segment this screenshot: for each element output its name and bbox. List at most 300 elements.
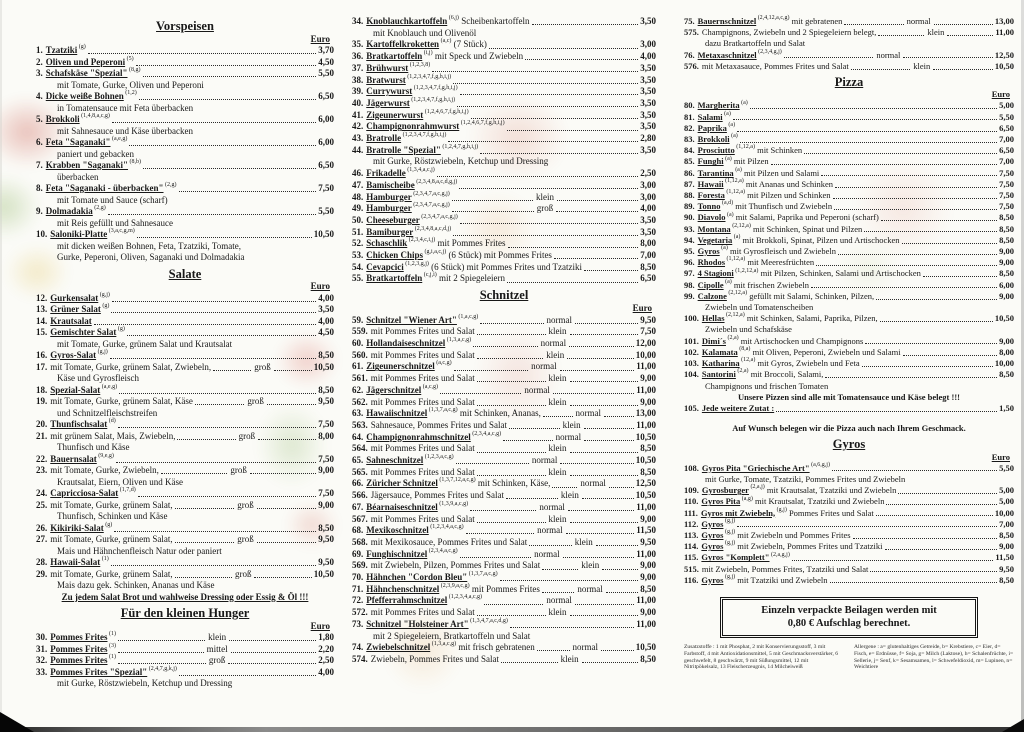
dotted-leader [452, 200, 533, 201]
item-price: 11,00 [636, 595, 656, 606]
item-price: 7,00 [999, 134, 1014, 145]
dotted-leader [440, 393, 521, 394]
size-label: normal [546, 595, 572, 606]
item-number: 97. [684, 268, 695, 279]
item-number: 66. [352, 478, 364, 489]
allergen-codes: (g) [116, 326, 125, 332]
menu-desc-row [36, 442, 334, 454]
item-description: Mais dazu gek. Schinken, Ananas und Käse [57, 580, 215, 590]
item-name: Schnitzel "Wiener Art" [366, 314, 457, 325]
dotted-leader [584, 428, 635, 429]
item-text [684, 145, 802, 156]
item-text [36, 183, 177, 195]
item-price: 8,50 [999, 529, 1014, 540]
item-price: 5,00 [999, 100, 1014, 111]
dotted-leader [138, 496, 317, 497]
item-price: 7,00 [999, 156, 1014, 167]
item-text [684, 403, 774, 414]
menu-item-row [36, 569, 334, 581]
item-name: Hawaii-Salat [50, 557, 101, 567]
item-description: mit 2 Spiegeleiern [436, 273, 505, 284]
dotted-leader [231, 652, 317, 653]
item-price: 11,00 [636, 501, 656, 512]
item-text [684, 291, 874, 302]
item-price: 11,50 [636, 525, 656, 536]
menu-item-row [352, 514, 656, 526]
item-price: 9,50 [318, 396, 335, 406]
menu-item-row [36, 385, 334, 397]
item-price: 5,50 [318, 206, 334, 216]
allergen-codes: (2,3,4,7,a,c,g,j) [419, 213, 458, 220]
size-label: normal [524, 384, 550, 395]
item-text [684, 268, 921, 279]
allergen-codes: (a) [729, 133, 738, 140]
item-number: 559. [352, 326, 368, 337]
item-description: mit 2 Spiegeleiern, Bratkartoffeln und Salat [373, 630, 531, 641]
item-text [352, 490, 504, 502]
size-label: groß [247, 396, 264, 406]
item-number: 18. [36, 384, 48, 395]
menu-item-row [684, 212, 1014, 223]
menu-desc-row [36, 511, 334, 523]
allergen-codes: (2,12,a) [724, 312, 745, 319]
item-text [36, 419, 116, 431]
dotted-leader [885, 549, 998, 550]
item-price: 9,00 [999, 246, 1014, 257]
item-name: Santorini [701, 369, 736, 380]
item-price: 8,50 [999, 268, 1014, 279]
item-text [705, 324, 792, 335]
item-description: mit Pilzen, Schinken, Salami und Artischocken [758, 268, 921, 279]
item-name: Gyros [701, 541, 724, 552]
dotted-leader [733, 119, 997, 120]
dotted-leader [876, 515, 993, 516]
menu-item-row [36, 229, 334, 241]
dotted-leader [771, 164, 997, 165]
item-description: Zwiebeln und Schafskäse [705, 324, 792, 335]
item-description: Pommes Frites und Salat [786, 507, 874, 518]
dotted-leader [460, 223, 639, 224]
allergen-codes: (1,2,3,4,7,f,g,h,i,j) [401, 132, 447, 139]
item-text [352, 560, 540, 572]
dotted-leader [139, 99, 316, 100]
allergen-codes: (2,a,g,j) [769, 551, 790, 558]
menu-item-row [352, 408, 656, 420]
menu-item-row [684, 190, 1014, 201]
item-name: Hollandaiseschnitzel [366, 337, 446, 348]
item-price: 11,00 [636, 361, 656, 372]
item-price: 9,00 [640, 513, 657, 524]
item-text [57, 195, 168, 207]
item-number: 32. [36, 655, 48, 665]
item-number: 81. [684, 111, 695, 122]
item-text [36, 465, 159, 477]
section-title-f-r-den-kleinen-hunger: Für den kleinen Hunger [120, 606, 250, 620]
dotted-leader [567, 358, 634, 359]
item-description: mit Schinken [754, 145, 803, 156]
allergen-codes: (2,3,4,8,a,c,d,g,j) [414, 178, 458, 185]
item-number: 112. [684, 518, 699, 529]
menu-item-row [352, 361, 656, 373]
item-text [36, 293, 110, 305]
item-number: 63. [352, 408, 364, 419]
menu-item-row [684, 575, 1014, 586]
menu-desc-row [36, 546, 334, 558]
dotted-leader [229, 640, 316, 641]
item-number: 19. [36, 396, 48, 406]
euro-label: Euro [991, 89, 1010, 100]
allergen-codes: (1,3,9,a,c,g) [437, 500, 469, 507]
item-text [373, 156, 548, 168]
menu-item-row [36, 362, 334, 374]
dotted-leader [851, 69, 911, 70]
dotted-leader [776, 411, 997, 412]
item-name: Tzatziki [45, 45, 78, 55]
item-number: 8. [36, 183, 43, 193]
dotted-leader [832, 470, 997, 471]
item-text [352, 180, 457, 192]
dotted-leader [923, 276, 997, 277]
item-price: 11,00 [636, 419, 656, 430]
size-label: klein [927, 27, 945, 38]
surcharge-note-line-1: Einzeln verpackte Beilagen werden mit [761, 604, 937, 616]
item-price: 5,50 [318, 68, 334, 78]
dotted-leader [477, 405, 546, 406]
item-number: 76. [684, 49, 695, 60]
dotted-leader [143, 76, 317, 77]
menu-item-row [352, 315, 656, 327]
item-price: 7,50 [999, 167, 1014, 178]
dotted-leader [862, 366, 993, 367]
dotted-leader [484, 604, 543, 605]
item-description: dazu Bratkartoffeln und Salat [705, 38, 806, 49]
menu-item-row [352, 549, 656, 561]
allergen-codes: (2,12,a) [726, 290, 748, 297]
item-description: mit Sahnesauce und Käse überbacken [57, 125, 193, 136]
menu-item-row [684, 463, 1014, 474]
item-price: 6,50 [999, 122, 1014, 133]
dotted-leader [480, 323, 543, 324]
item-number: 25. [36, 499, 48, 510]
item-description: mit Thunfisch und Zwiebeln [733, 201, 833, 212]
item-name: Dimi´s [701, 335, 726, 346]
item-number: 114. [684, 541, 699, 552]
item-price: 3,50 [640, 62, 656, 73]
dotted-leader [129, 145, 316, 146]
item-text [684, 16, 842, 27]
size-label: klein [548, 326, 567, 337]
item-text [352, 549, 458, 561]
item-description: Käse und Gyrosfleisch [57, 373, 139, 383]
item-name: Hawaii [697, 178, 724, 189]
item-text [36, 431, 175, 443]
item-text [57, 103, 193, 115]
item-text [684, 201, 832, 212]
dotted-leader [457, 106, 638, 107]
item-price: 4,00 [318, 292, 334, 303]
size-label: normal [531, 455, 558, 466]
item-number: 61. [352, 361, 364, 372]
item-name: 4 Stagioni [697, 268, 734, 279]
item-name: Jägerschnitzel [366, 384, 422, 395]
menu-item-row [684, 403, 1014, 414]
item-text [36, 316, 92, 328]
item-number: 43. [352, 133, 364, 144]
dotted-leader [161, 473, 227, 474]
item-number: 54. [352, 261, 364, 272]
item-description: mit Pilzen und Schinken [745, 190, 831, 201]
item-description: mit Pommes Frites und Salat [370, 326, 475, 337]
dotted-leader [254, 577, 311, 578]
item-price: 9,00 [640, 396, 657, 407]
dotted-leader [570, 381, 639, 382]
item-number: 568. [352, 536, 368, 547]
menu-item-row [36, 465, 334, 477]
item-price: 6,50 [640, 273, 656, 284]
item-price: 2,80 [640, 133, 656, 144]
item-description: mit Gyrosfleisch und Zwiebeln [727, 246, 836, 257]
item-number: 24. [36, 488, 48, 498]
dotted-leader [143, 168, 316, 169]
menu-item-row [36, 667, 334, 679]
item-text [57, 149, 134, 161]
dotted-leader [864, 231, 997, 232]
size-label: groß [237, 499, 254, 510]
item-text [36, 160, 141, 172]
euro-label: Euro [991, 451, 1010, 462]
item-text [352, 537, 527, 549]
allergen-codes: (2,4,12,a,c,g) [756, 15, 790, 22]
dotted-leader [477, 334, 546, 335]
item-name: Pommes Frites [50, 632, 108, 642]
item-description: paniert und gebacken [57, 148, 134, 159]
additives-footnote: Zusatzstoffe : 1 mit Phosphat, 2 mit Konservierungsstoff, 3 mit Farbstoff, 4 mit Antioxidationsmittel, 5 mit Geschmacksverstärker, 6 geschwefelt, 8 geschwärzt, 9 mit Süßungsmittel, 12 mit Nitritpökelsalz, 13 Fleischerzeugnis, 14 Milcheiweiß [684, 643, 839, 671]
dotted-leader [136, 65, 317, 66]
dotted-leader [784, 57, 874, 58]
menu-desc-row [36, 195, 334, 207]
surcharge-note-line-2: 0,80 € Aufschlag berechnet. [787, 618, 911, 630]
allergen-codes: (2,3,4,g,j) [756, 48, 782, 55]
item-name: Gurkensalat [50, 292, 99, 303]
dotted-leader [886, 504, 997, 505]
allergen-codes: (6,j) [447, 15, 459, 21]
dotted-leader [553, 393, 634, 394]
item-text [57, 511, 167, 523]
allergen-codes: (g,j) [723, 540, 736, 547]
item-price: 6,00 [999, 279, 1014, 290]
item-name: Gemischter Salat [50, 327, 117, 337]
item-price: 9,50 [999, 563, 1014, 574]
menu-note: Zu jedem Salat Brot und wahlweise Dressing oder Essig & Öl !!! [61, 591, 309, 602]
dotted-leader [563, 557, 635, 558]
item-description: Scheibenkartoffeln [458, 16, 530, 26]
item-price: 5,50 [999, 462, 1014, 473]
menu-desc-row [352, 28, 656, 40]
item-number: 60. [352, 337, 364, 348]
item-number: 37. [352, 62, 364, 73]
item-name: Champignonrahmwurst [366, 121, 460, 132]
item-name: Pommes Frites [50, 643, 108, 654]
menu-desc-row [36, 80, 334, 92]
item-price: 9,00 [640, 572, 656, 583]
item-price: 4,00 [318, 666, 334, 677]
item-name: Bamiburger [366, 226, 414, 237]
menu-item-row [684, 50, 1014, 61]
item-number: 99. [684, 290, 695, 301]
size-label: normal [531, 361, 557, 372]
item-name: Schafskäse "Spezial" [45, 68, 128, 78]
item-price: 9,00 [999, 335, 1014, 346]
item-text [352, 385, 438, 397]
item-name: Dolmadakia [45, 206, 93, 216]
item-description: mit Broccoli, Salami, [748, 369, 824, 380]
item-price: 10,00 [635, 349, 657, 360]
item-price: 9,00 [640, 560, 657, 571]
dotted-leader [477, 381, 546, 382]
item-number: 6. [36, 137, 43, 147]
allergen-codes: (1,2,3,4,7,f,g,h,i,j) [409, 96, 456, 103]
item-number: 4. [36, 91, 43, 101]
item-price: 8,00 [640, 238, 656, 249]
dotted-leader [570, 334, 639, 335]
allergen-codes: (g,i,a,c,j) [423, 249, 447, 256]
dotted-leader [116, 462, 316, 463]
size-label: klein [560, 490, 579, 501]
item-description: Champignons, Zwiebeln und 2 Spiegeleiern belegt, [701, 27, 877, 38]
item-text [684, 530, 851, 541]
item-number: 98. [684, 279, 695, 290]
item-price: 4,00 [640, 203, 656, 214]
item-price: 8,50 [640, 583, 657, 594]
item-text [352, 619, 508, 631]
item-name: Pfefferrahmschnitzel [366, 595, 448, 606]
item-name: Gyros Pita "Griechische Art" [701, 462, 810, 473]
item-name: Hawaiischnitzel [366, 408, 428, 419]
allergen-codes: (12,a) [739, 357, 756, 364]
item-name: Cipolle [697, 279, 724, 290]
item-text [36, 91, 137, 103]
item-number: 59. [352, 314, 364, 325]
menu-item-row [36, 68, 334, 80]
allergen-codes: (1,2,4,6,7,f,g,h,i,j) [459, 120, 505, 127]
item-text [352, 443, 475, 455]
dotted-leader [792, 560, 994, 561]
allergen-codes: (3) [107, 642, 116, 649]
size-label: groß [238, 430, 256, 441]
item-price: 5,50 [999, 111, 1014, 122]
size-label: normal [534, 548, 560, 559]
item-number: 28. [36, 557, 48, 567]
dotted-leader [821, 175, 997, 176]
item-price: 6,00 [318, 114, 334, 124]
menu-item-row [352, 420, 656, 432]
item-number: 10. [36, 229, 48, 239]
size-label: klein [562, 419, 581, 430]
item-name: Saloniki-Platte [50, 229, 108, 239]
allergen-codes: (a) [719, 245, 728, 252]
menu-item-row [352, 385, 656, 397]
allergen-codes: (1,2,3,a,c,g) [423, 454, 454, 461]
size-label: klein [560, 653, 579, 664]
menu-note: Unsere Pizzen sind alle mit Tomatensauce und Käse belegt !!! [737, 391, 960, 402]
surcharge-note-box [720, 597, 978, 638]
dotted-leader [609, 487, 634, 488]
allergen-codes: (a) [723, 278, 732, 285]
item-description: mit Pommes Frites und Salat [370, 349, 475, 360]
menu-item-row [352, 654, 656, 666]
dotted-leader [112, 301, 316, 302]
item-description: Krautsalat, Eiern, Oliven und Käse [57, 476, 183, 487]
dotted-leader [466, 533, 535, 534]
item-price: 2,50 [640, 168, 656, 179]
item-price: 7,50 [318, 453, 334, 464]
menu-column-right [684, 16, 1014, 671]
dotted-leader [175, 577, 232, 578]
allergen-codes: (3,a,c,g,m) [107, 228, 135, 234]
dotted-leader [833, 198, 998, 199]
item-name: Züricher Schnitzel [366, 478, 438, 489]
item-number: 104. [684, 369, 699, 380]
allergen-codes: (9,e,g) [96, 452, 114, 459]
item-price: 2,50 [318, 655, 335, 665]
dotted-leader [825, 377, 997, 378]
menu-item-row [684, 347, 1014, 358]
item-text [57, 252, 244, 264]
dotted-leader [835, 187, 997, 188]
item-text [36, 488, 136, 500]
allergen-codes: (a,c,g) [421, 383, 439, 390]
allergen-codes: (a) [733, 166, 742, 173]
item-number: 9. [36, 206, 43, 216]
item-text [684, 257, 814, 268]
allergen-codes: (1) [107, 654, 116, 660]
allergen-codes: (1,3,7,a,c,g) [427, 407, 458, 414]
menu-item-row [36, 137, 334, 149]
item-price: 10,00 [994, 507, 1014, 518]
dotted-leader [902, 243, 998, 244]
item-price: 8,50 [999, 369, 1014, 380]
dotted-leader [510, 627, 634, 628]
item-description: mit Pommes Frites [435, 238, 506, 249]
menu-column-middle [352, 16, 656, 666]
item-number: 49. [352, 203, 364, 214]
item-price: 8,50 [999, 574, 1014, 585]
item-text [684, 134, 738, 145]
item-number: 40. [352, 97, 364, 108]
item-number: 90. [684, 212, 695, 223]
item-price: 7,00 [640, 250, 656, 261]
item-text [684, 156, 769, 167]
item-number: 38. [352, 74, 364, 85]
item-name: Jede weitere Zutat : [701, 402, 775, 413]
dotted-leader [507, 130, 639, 131]
item-number: 100. [684, 313, 699, 324]
allergen-codes: (1,12,a) [724, 189, 746, 196]
allergen-codes: (2,4,7,g,k,j) [147, 665, 177, 672]
item-name: Gyros "Komplett" [701, 552, 770, 563]
item-price: 10,50 [635, 490, 657, 501]
dotted-leader [454, 370, 529, 371]
allergen-codes: (2,3,4,a,c,g) [427, 547, 458, 554]
menu-item-row [684, 145, 1014, 156]
menu-item-row [352, 39, 656, 51]
item-description: gefüllt mit Salami, Schinken, Pilzen, [747, 290, 875, 301]
item-name: Rhodos [697, 257, 726, 268]
menu-item-row [36, 45, 334, 57]
item-name: Bratrolle [366, 133, 402, 144]
item-number: 101. [684, 335, 699, 346]
item-description: mit Tzatziki und Zwiebeln [735, 574, 828, 585]
